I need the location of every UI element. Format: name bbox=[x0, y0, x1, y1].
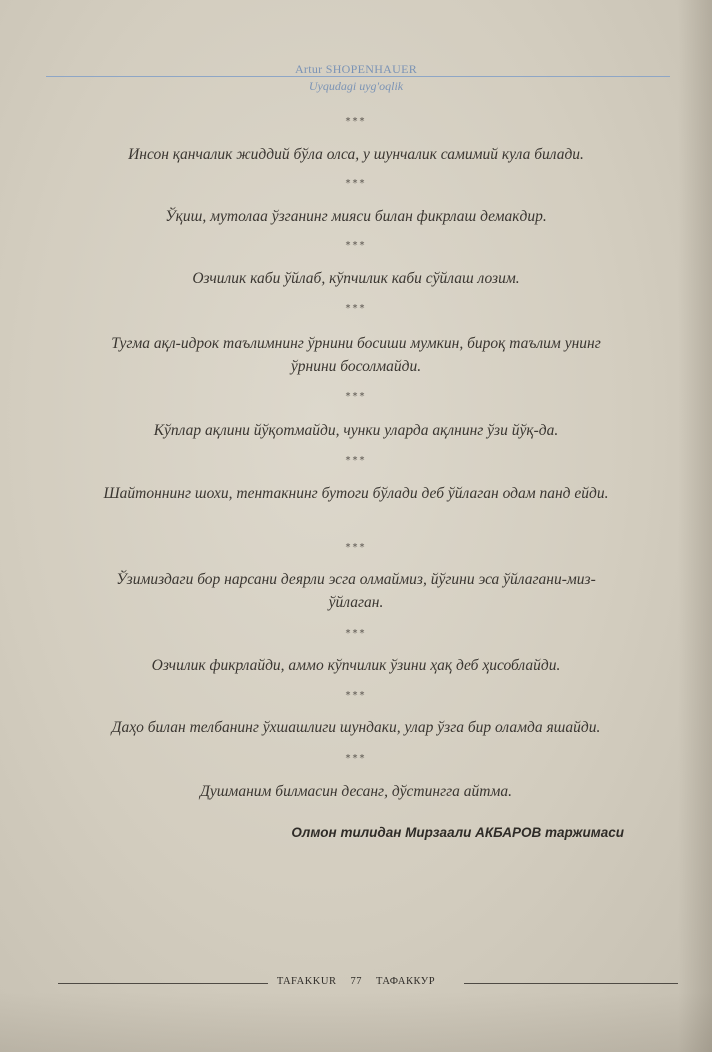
separator-stars: *** bbox=[345, 116, 367, 127]
page-footer bbox=[0, 976, 712, 987]
separator-stars: *** bbox=[345, 753, 367, 764]
separator-stars: *** bbox=[345, 628, 367, 639]
separator-stars: *** bbox=[345, 391, 367, 402]
quote-9: Даҳо билан телбанинг ўхшашлиги шундаки, улар ўзга бир оламда яшайди. bbox=[111, 719, 601, 736]
page-bottom-shadow bbox=[0, 992, 712, 1052]
quote-8: Озчилик фикрлайди, аммо кўпчилик ўзини ҳақ деб ҳисоблайди. bbox=[151, 657, 561, 674]
quote-6: Шайтоннинг шохи, тентакнинг бутоги бўлади деб ўйлаган одам панд ейди. bbox=[103, 485, 609, 502]
translator-credit: Олмон тилидан Мирзаали АКБАРОВ таржимаси bbox=[291, 825, 624, 840]
quote-3: Озчилик каби ўйлаб, кўпчилик каби сўйлаш лозим. bbox=[192, 270, 520, 287]
quote-10: Душманим билмасин десанг, дўстингга айтма. bbox=[199, 783, 512, 800]
quote-7: Ўзимиздаги бор нарсани деярли эсга олмаймиз, йўгини эса ўйлагани-миз-ўйлаган. bbox=[116, 571, 596, 611]
footer-journal-latin: TAFAKKUR bbox=[276, 976, 337, 987]
footer-journal-cyrillic: ТАФАККУР bbox=[375, 976, 436, 987]
quote-4: Тугма ақл-идрок таълимнинг ўрнини босиши мумкин, бироқ таълим унинг ўрнини босолмайди. bbox=[111, 335, 601, 375]
running-header-title: Uyqudagi uyg'oqlik bbox=[308, 79, 404, 93]
separator-stars: *** bbox=[345, 303, 367, 314]
separator-stars: *** bbox=[345, 178, 367, 189]
header-rule bbox=[46, 76, 670, 77]
page-edge-shadow bbox=[678, 0, 712, 1052]
running-header-author: Artur SHOPENHAUER bbox=[294, 62, 418, 76]
separator-stars: *** bbox=[345, 455, 367, 466]
separator-stars: *** bbox=[345, 690, 367, 701]
quote-2: Ўқиш, мутолаа ўзганинг мияси билан фикрлаш демакдир. bbox=[165, 208, 547, 225]
quote-5: Кўплар ақлини йўқотмайди, чунки уларда ақлнинг ўзи йўқ-да. bbox=[153, 422, 559, 439]
separator-stars: *** bbox=[345, 240, 367, 251]
separator-stars: *** bbox=[345, 542, 367, 553]
quote-1: Инсон қанчалик жиддий бўла олса, у шунчалик самимий кула билади. bbox=[128, 146, 584, 163]
page-number: 77 bbox=[350, 976, 362, 987]
